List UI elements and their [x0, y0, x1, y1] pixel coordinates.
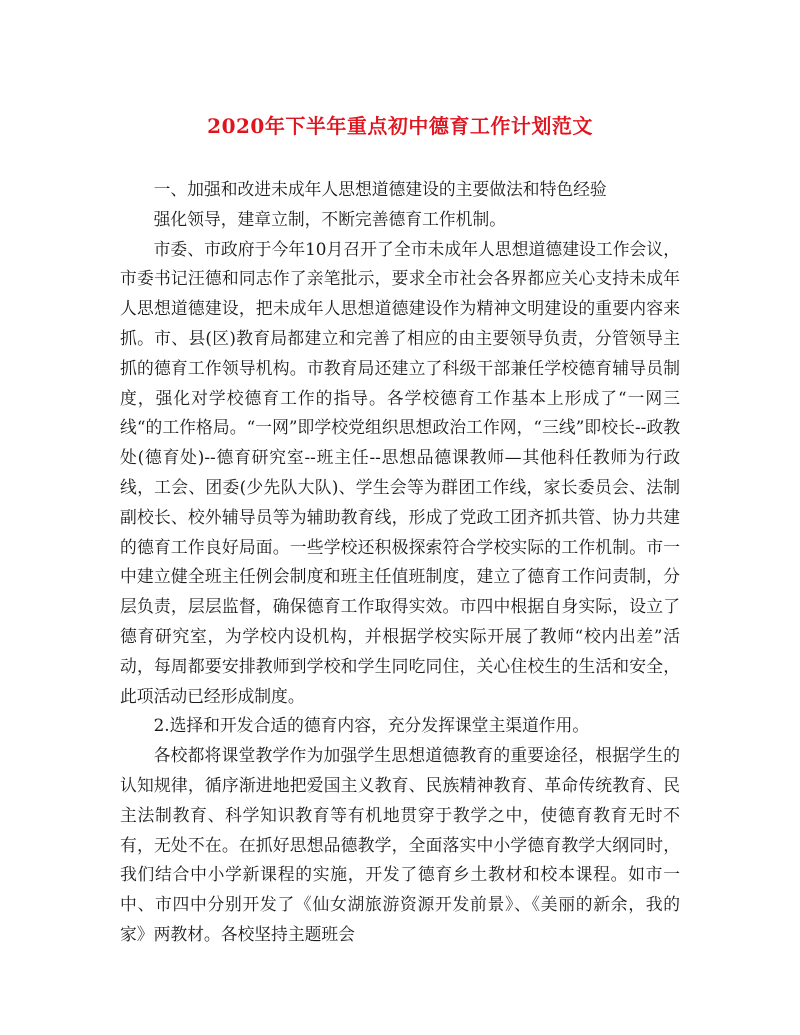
section-heading: 一、加强和改进未成年人思想道德建设的主要做法和特色经验: [153, 179, 607, 199]
subsection-heading: 强化领导，建章立制，不断完善德育工作机制。: [153, 208, 507, 229]
body-paragraph: 市委、市政府于今年10月召开了全市未成年人思想道德建设工作会议，市委书记汪德和同志作了亲笔批示，要求全市社会各界都应关心支持未成年人思想道德建设，把未成年人思想道德建设作为精神文明建设的重要内容来抓。市、县(区)教育局都建立和完善了相应的由主要领导负责，分管领导主抓的德育工作领导机构。市教育局还建立了科级干部兼任学校德育辅导员制度，强化对学校德育工作的指导。各学校德育工作基本上形成了“一网三线“的工作格局。“一网”即学校党组织思想政治工作网，“三线”即校长--政教处(德育处)--德育研究室--班主任--思想品德课教师—其他科任教师为行政线，工会、团委(少先队大队)、学生会等为群团工作线，家长委员会、法制副校长、校外辅导员等为辅助教育线，形成了党政工团齐抓共管、协力共建的德育工作良好局面。一些学校还积极探索符合学校实际的工作机制。市一中建立健全班主任例会制度和班主任值班制度，建立了德育工作问责制，分层负责，层层监督，确保德育工作取得实效。市四中根据自身实际，设立了德育研究室，为学校内设机构，并根据学校实际开展了教师“校内出差”活动，每周都要安排教师到学校和学生同吃同住，关心住校生的生活和安全，此项活动已经形成制度。: [120, 238, 680, 706]
document-title: 2020年下半年重点初中德育工作计划范文: [207, 114, 593, 138]
body-paragraph: 各校都将课堂教学作为加强学生思想道德教育的重要途径，根据学生的认知规律，循序渐进地把爱国主义教育、民族精神教育、革命传统教育、民主法制教育、科学知识教育等有机地贯穿于教学之中，使德育教育无时不有，无处不在。在抓好思想品德教学，全面落实中小学德育教学大纲同时，我们结合中小学新课程的实施，开发了德育乡土教材和校本课程。如市一中、市四中分别开发了《仙女湖旅游资源开发前景》、《美丽的新余，我的家》两教材。各校坚持主题班会: [120, 745, 680, 944]
document-body: [120, 175, 680, 950]
subsection-heading: 2.选择和开发合适的德育内容，充分发挥课堂主渠道作用。: [153, 715, 590, 736]
